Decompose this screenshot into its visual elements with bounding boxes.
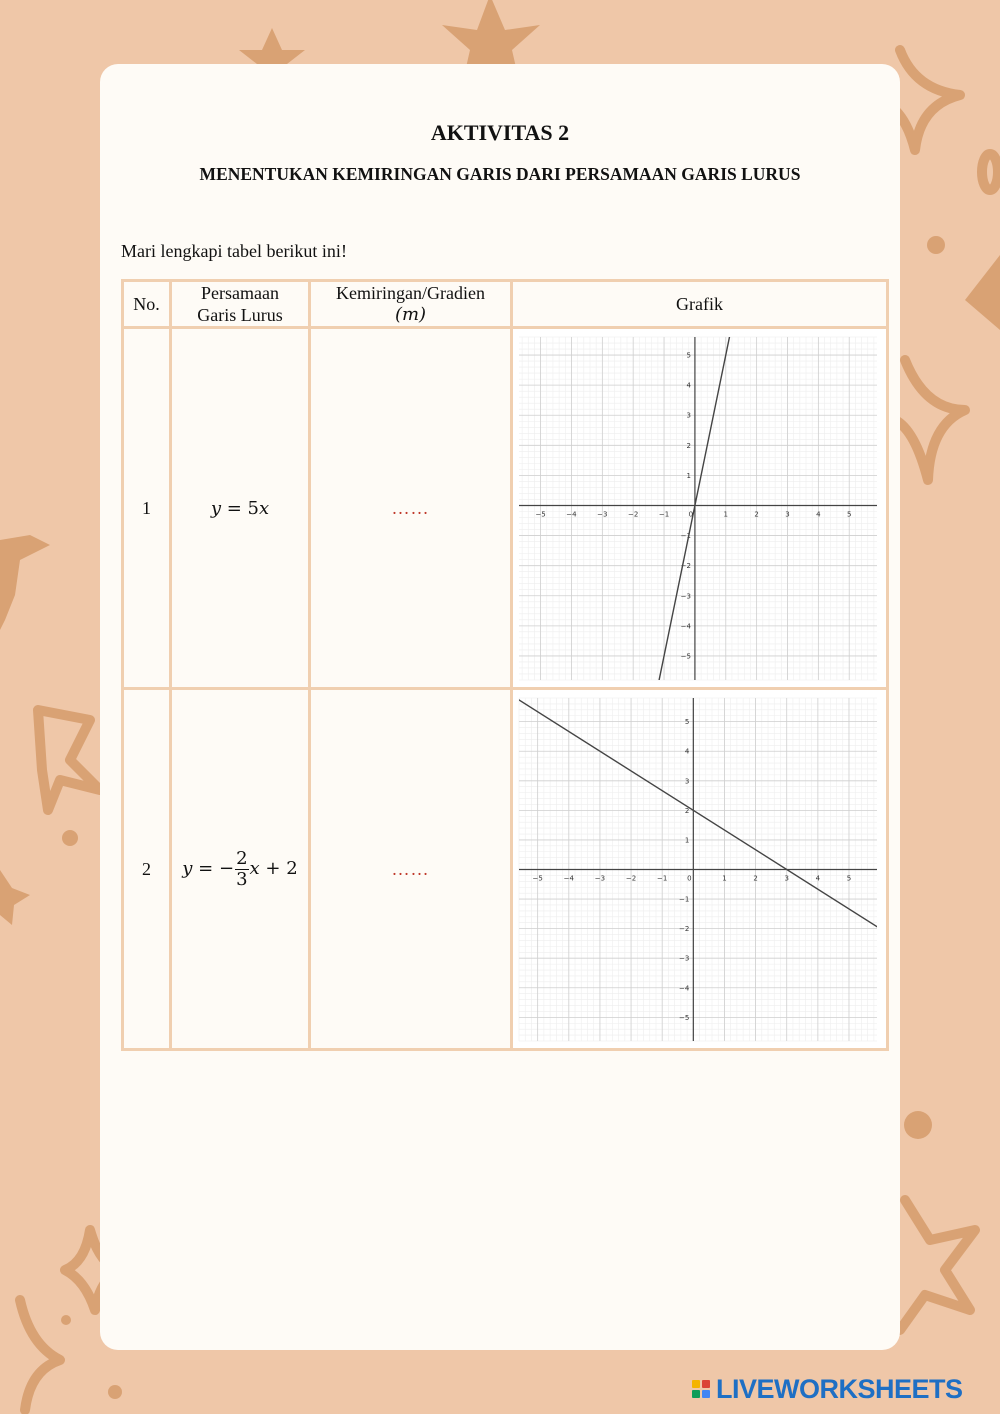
y-tick-label: 5 [686,351,691,360]
y-tick-label: 1 [686,471,691,480]
x-tick-label: 1 [722,874,727,882]
dot-decoration [62,830,78,846]
x-tick-label: 4 [816,509,821,518]
header-equation [171,281,310,328]
x-tick-label: −1 [657,874,668,882]
x-tick-label: 4 [815,874,821,882]
x-tick-label: −5 [532,874,543,882]
instruction-text: Mari lengkapi tabel berikut ini! [121,241,347,261]
sparkle-decoration [20,1300,60,1410]
answer-placeholder: …… [391,497,430,518]
graph-1 [513,331,883,686]
row-number: 2 [123,689,171,1050]
sparkle-decoration [895,360,965,480]
table-row [123,328,888,689]
star-outline-decoration [900,1200,975,1330]
x-tick-label: −2 [625,874,637,882]
header-slope-line1: Kemiringan/Gradien [336,283,485,303]
slope-answer-field[interactable] [310,689,512,1050]
ring-decoration [982,154,998,190]
x-tick-label: 5 [846,874,852,882]
y-tick-label: 3 [684,776,690,785]
dot-decoration [108,1385,122,1399]
y-tick-label: 1 [684,835,690,844]
graph-background [513,331,883,686]
x-tick-label: 0 [688,509,694,518]
dot-decoration [61,1315,71,1325]
y-tick-label: 4 [684,747,690,756]
x-tick-label: −3 [597,509,608,518]
x-tick-label: −4 [563,874,574,882]
logo-square [702,1380,710,1388]
y-tick-label: −5 [680,651,691,660]
liveworksheets-logo [692,1374,963,1404]
graph-cell [512,328,888,689]
x-tick-label: 5 [846,509,852,518]
page-subtitle: MENENTUKAN KEMIRINGAN GARIS DARI PERSAMAAN GARIS LURUS [199,164,801,184]
star-decoration [965,255,1000,330]
y-tick-label: 5 [684,717,690,726]
header-slope [310,281,512,328]
worksheet-table [121,279,889,1051]
dot-decoration [904,1111,932,1139]
logo-square [692,1390,700,1398]
x-tick-label: −3 [594,874,606,882]
x-tick-label: 2 [753,874,758,882]
y-tick-label: −3 [680,591,691,600]
x-tick-label: 1 [723,509,729,518]
logo-square [692,1380,700,1388]
fraction: $\frac{2}{3}$ [236,847,248,890]
y-tick-label: −1 [680,531,691,540]
header-graph: Grafik [512,281,888,328]
logo-square [702,1390,710,1398]
equation-2: y = − $\frac{2}{3}$ x + 2 [182,847,298,890]
star-decoration [0,535,50,630]
table-row [123,689,888,1050]
x-tick-label: 3 [785,509,790,518]
x-tick-label: −4 [566,509,577,518]
equation-cell [171,689,310,1050]
y-tick-label: −5 [679,1013,690,1022]
y-tick-label: 2 [684,806,690,815]
y-tick-label: −4 [679,983,690,992]
x-tick-label: −1 [658,509,670,518]
sparkle-decoration [38,710,100,810]
y-tick-label: 2 [686,441,691,450]
graph-cell [512,689,888,1050]
header-no: No. [123,281,171,328]
equation-1: y = 5x [210,497,270,519]
y-tick-label: −4 [680,621,691,630]
header-slope-line2: (m) [394,304,427,325]
row-number: 1 [123,328,171,689]
header-equation-line2: Garis Lurus [197,305,283,325]
logo-mark [692,1380,710,1398]
x-tick-label: 0 [687,874,692,882]
logo-text: LIVEWORKSHEETS [716,1373,963,1404]
answer-placeholder: …… [391,858,430,879]
x-tick-label: 3 [784,874,789,882]
x-tick-label: 2 [754,509,759,518]
y-tick-label: −2 [680,561,691,570]
y-tick-label: 3 [686,411,691,420]
dot-decoration [927,236,945,254]
graph-2 [513,692,883,1047]
y-tick-label: −3 [679,954,690,963]
y-tick-label: −2 [679,924,690,933]
x-tick-label: −2 [628,509,639,518]
slope-answer-field[interactable] [310,328,512,689]
page-title: AKTIVITAS 2 [430,120,570,145]
y-tick-label: −1 [679,895,690,904]
header-equation-line1: Persamaan [201,283,279,303]
y-tick-label: 4 [686,381,691,390]
equation-cell [171,328,310,689]
star-decoration [0,870,30,925]
x-tick-label: −5 [535,509,546,518]
table-header-row [123,281,888,328]
